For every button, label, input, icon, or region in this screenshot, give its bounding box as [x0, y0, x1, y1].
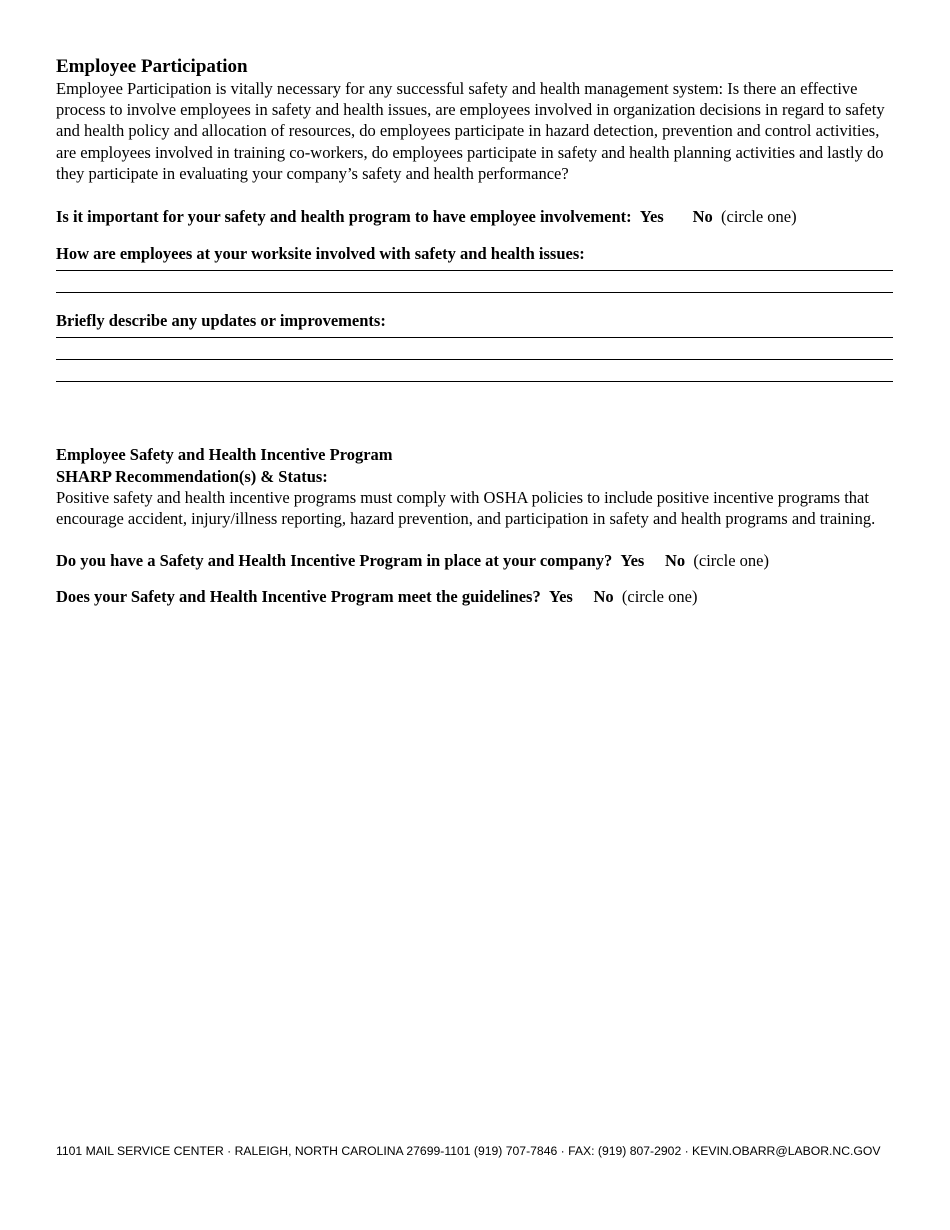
employee-involvement-yes-option[interactable]: Yes: [639, 207, 664, 227]
employee-involvement-answer-line-2[interactable]: [56, 271, 893, 293]
incentive-in-place-no-option[interactable]: No: [664, 551, 686, 571]
incentive-guidelines-yes-option[interactable]: Yes: [548, 587, 573, 607]
incentive-guidelines-hint: (circle one): [621, 587, 698, 607]
sharp-recommendation-subtitle: SHARP Recommendation(s) & Status:: [56, 466, 328, 486]
incentive-in-place-question: [56, 550, 893, 571]
updates-answer-line-2[interactable]: [56, 338, 893, 360]
incentive-program-body: Positive safety and health incentive programs must comply with OSHA policies to include positive incentive programs that encourage accident, injury/illness reporting, hazard prevention, and participation in safety and health programs and training.: [56, 488, 876, 529]
updates-answer-line-1[interactable]: [56, 331, 893, 338]
updates-improvements-label: Briefly describe any updates or improvements:: [56, 310, 386, 330]
document-page: [56, 56, 893, 607]
footer-contact: 1101 MAIL SERVICE CENTER · RALEIGH, NORTH CAROLINA 27699-1101 (919) 707-7846 · FAX: (919) 807-2902 · KEVIN.OBARR@LABOR.NC.GOV: [56, 1144, 881, 1158]
incentive-in-place-hint: (circle one): [693, 551, 769, 571]
incentive-in-place-question-text: Do you have a Safety and Health Incentive Program in place at your company?: [56, 551, 613, 571]
incentive-guidelines-no-option[interactable]: No: [593, 587, 614, 607]
employee-participation-body: Employee Participation is vitally necessary for any successful safety and health management system: Is there an effective process to involve employees in safety and health issues, are employees involved in organization decisions in regard to safety and health policy and allocation of resources, do employees participate in hazard detection, prevention and control activities, are employees involved in training co-workers, do employees participate in safety and health planning activities and lastly do they participate in evaluating your company’s safety and health performance?: [56, 79, 885, 183]
employee-involvement-hint: (circle one): [721, 207, 797, 227]
employee-involvement-how-label: How are employees at your worksite involved with safety and health issues:: [56, 244, 585, 264]
incentive-in-place-yes-option[interactable]: Yes: [620, 551, 645, 571]
employee-involvement-question: [56, 206, 893, 227]
incentive-program-title: Employee Safety and Health Incentive Program: [56, 445, 393, 465]
incentive-guidelines-question-text: Does your Safety and Health Incentive Program meet the guidelines?: [56, 587, 541, 607]
updates-answer-line-3[interactable]: [56, 360, 893, 382]
employee-involvement-no-option[interactable]: No: [692, 207, 713, 227]
incentive-guidelines-question: [56, 586, 893, 607]
employee-involvement-question-text: Is it important for your safety and health program to have employee involvement:: [56, 207, 632, 227]
employee-participation-title: Employee Participation: [56, 56, 248, 77]
